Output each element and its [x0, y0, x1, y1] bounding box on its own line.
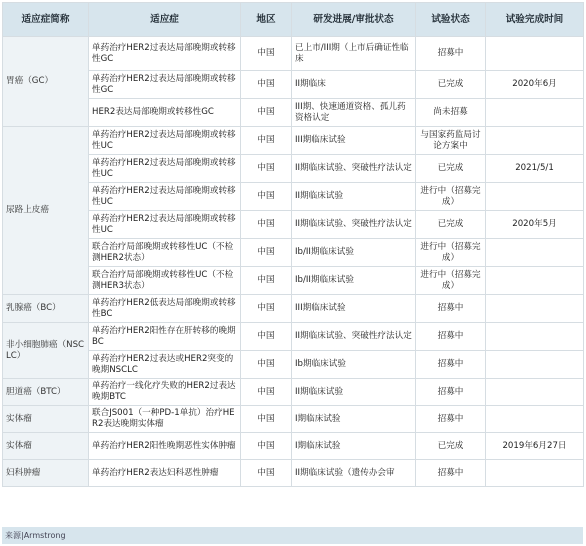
progress-cell: II期临床: [292, 71, 416, 99]
header-progress: 研发进展/审批状态: [292, 3, 416, 37]
status-cell: 已完成: [416, 155, 486, 183]
status-cell: 与国家药监局讨论方案中: [416, 127, 486, 155]
progress-cell: III期临床试验: [292, 127, 416, 155]
table-row: [3, 127, 584, 155]
progress-cell: II期临床试验、突破性疗法认定: [292, 211, 416, 239]
indication-cell: 联合治疗局部晚期或转移性UC（不检测HER2状态）: [89, 239, 241, 267]
table-row: [3, 183, 584, 211]
indication-cell: 单药治疗HER2过表达局部晚期或转移性UC: [89, 127, 241, 155]
region-cell: 中国: [241, 406, 292, 433]
region-cell: 中国: [241, 37, 292, 71]
completion-cell: [486, 379, 584, 406]
table-row: [3, 295, 584, 323]
region-cell: 中国: [241, 99, 292, 127]
completion-cell: [486, 406, 584, 433]
progress-cell: II期临床试验、突破性疗法认定: [292, 155, 416, 183]
indication-cell: 单药治疗一线化疗失败的HER2过表达晚期BTC: [89, 379, 241, 406]
indication-cell: 单药治疗HER2过表达局部晚期或转移性UC: [89, 183, 241, 211]
region-cell: 中国: [241, 460, 292, 487]
status-cell: 招募中: [416, 460, 486, 487]
group-name: 非小细胞肺癌（NSCLC）: [3, 323, 89, 379]
group-name: 乳腺癌（BC）: [3, 295, 89, 323]
status-cell: 已完成: [416, 211, 486, 239]
region-cell: 中国: [241, 323, 292, 351]
table-row: [3, 433, 584, 460]
progress-cell: I期临床试验: [292, 433, 416, 460]
indication-cell: 联合治疗局部晚期或转移性UC（不检测HER3状态）: [89, 267, 241, 295]
status-cell: 招募中: [416, 295, 486, 323]
completion-cell: [486, 323, 584, 351]
completion-cell: [486, 351, 584, 379]
indication-cell: 单药治疗HER2过表达或HER2突变的晚期NSCLC: [89, 351, 241, 379]
table-header-row: [3, 3, 584, 37]
indication-cell: 单药治疗HER2过表达局部晚期或转移性GC: [89, 37, 241, 71]
completion-cell: [486, 37, 584, 71]
group-name: 妇科肿瘤: [3, 460, 89, 487]
status-cell: 招募中: [416, 351, 486, 379]
group-name: 胆道癌（BTC）: [3, 379, 89, 406]
table-row: [3, 351, 584, 379]
region-cell: 中国: [241, 127, 292, 155]
status-cell: 招募中: [416, 37, 486, 71]
table-row: [3, 460, 584, 487]
status-cell: 招募中: [416, 379, 486, 406]
header-completion-time: 试验完成时间: [486, 3, 584, 37]
completion-cell: [486, 127, 584, 155]
status-cell: 招募中: [416, 323, 486, 351]
header-indication-short: 适应症简称: [3, 3, 89, 37]
completion-cell: [486, 460, 584, 487]
region-cell: 中国: [241, 211, 292, 239]
table-row: [3, 99, 584, 127]
completion-cell: [486, 295, 584, 323]
region-cell: 中国: [241, 295, 292, 323]
group-name: 胃癌（GC）: [3, 37, 89, 127]
completion-cell: [486, 99, 584, 127]
table-row: [3, 267, 584, 295]
indication-cell: 单药治疗HER2过表达局部晚期或转移性UC: [89, 155, 241, 183]
region-cell: 中国: [241, 71, 292, 99]
header-trial-status: 试验状态: [416, 3, 486, 37]
progress-cell: Ib/II期临床试验: [292, 239, 416, 267]
group-name: 尿路上皮癌: [3, 127, 89, 295]
table-row: [3, 211, 584, 239]
completion-cell: 2019年6月27日: [486, 433, 584, 460]
region-cell: 中国: [241, 379, 292, 406]
progress-cell: II期临床试验: [292, 379, 416, 406]
completion-cell: 2021/5/1: [486, 155, 584, 183]
table-row: [3, 406, 584, 433]
status-cell: 进行中（招募完成）: [416, 183, 486, 211]
group-name: 实体瘤: [3, 406, 89, 433]
region-cell: 中国: [241, 239, 292, 267]
progress-cell: III期、快速通道资格、孤儿药资格认定: [292, 99, 416, 127]
progress-cell: 已上市/III期（上市后确证性临床: [292, 37, 416, 71]
completion-cell: 2020年5月: [486, 211, 584, 239]
header-region: 地区: [241, 3, 292, 37]
table-row: [3, 155, 584, 183]
progress-cell: Ib期临床试验: [292, 351, 416, 379]
completion-cell: [486, 267, 584, 295]
indication-cell: HER2表达局部晚期或转移性GC: [89, 99, 241, 127]
region-cell: 中国: [241, 155, 292, 183]
completion-cell: 2020年6月: [486, 71, 584, 99]
indication-cell: 单药治疗HER2过表达局部晚期或转移性GC: [89, 71, 241, 99]
status-cell: 进行中（招募完成）: [416, 239, 486, 267]
progress-cell: Ib/II期临床试验: [292, 267, 416, 295]
progress-cell: II期临床试验: [292, 183, 416, 211]
header-indication: 适应症: [89, 3, 241, 37]
status-cell: 尚未招募: [416, 99, 486, 127]
status-cell: 已完成: [416, 433, 486, 460]
status-cell: 招募中: [416, 406, 486, 433]
indication-cell: 单药治疗HER2表达妇科恶性肿瘤: [89, 460, 241, 487]
source-caption: 来源|Armstrong: [2, 527, 583, 544]
table-row: [3, 37, 584, 71]
group-name: 实体瘤: [3, 433, 89, 460]
completion-cell: [486, 183, 584, 211]
progress-cell: I期临床试验: [292, 406, 416, 433]
region-cell: 中国: [241, 267, 292, 295]
progress-cell: II期临床试验（遗传办会审: [292, 460, 416, 487]
region-cell: 中国: [241, 433, 292, 460]
completion-cell: [486, 239, 584, 267]
table-row: [3, 239, 584, 267]
indication-cell: 单药治疗HER2过表达局部晚期或转移性UC: [89, 211, 241, 239]
table-row: [3, 323, 584, 351]
status-cell: 进行中（招募完成）: [416, 267, 486, 295]
clinical-trial-table: [2, 2, 584, 487]
region-cell: 中国: [241, 351, 292, 379]
table-row: [3, 71, 584, 99]
progress-cell: II期临床试验、突破性疗法认定: [292, 323, 416, 351]
table-row: [3, 379, 584, 406]
indication-cell: 联合JS001（一种PD-1单抗）治疗HER2表达晚期实体瘤: [89, 406, 241, 433]
indication-cell: 单药治疗HER2阳性存在肝转移的晚期BC: [89, 323, 241, 351]
region-cell: 中国: [241, 183, 292, 211]
indication-cell: 单药治疗HER2阳性晚期恶性实体肿瘤: [89, 433, 241, 460]
progress-cell: III期临床试验: [292, 295, 416, 323]
indication-cell: 单药治疗HER2低表达局部晚期或转移性BC: [89, 295, 241, 323]
status-cell: 已完成: [416, 71, 486, 99]
